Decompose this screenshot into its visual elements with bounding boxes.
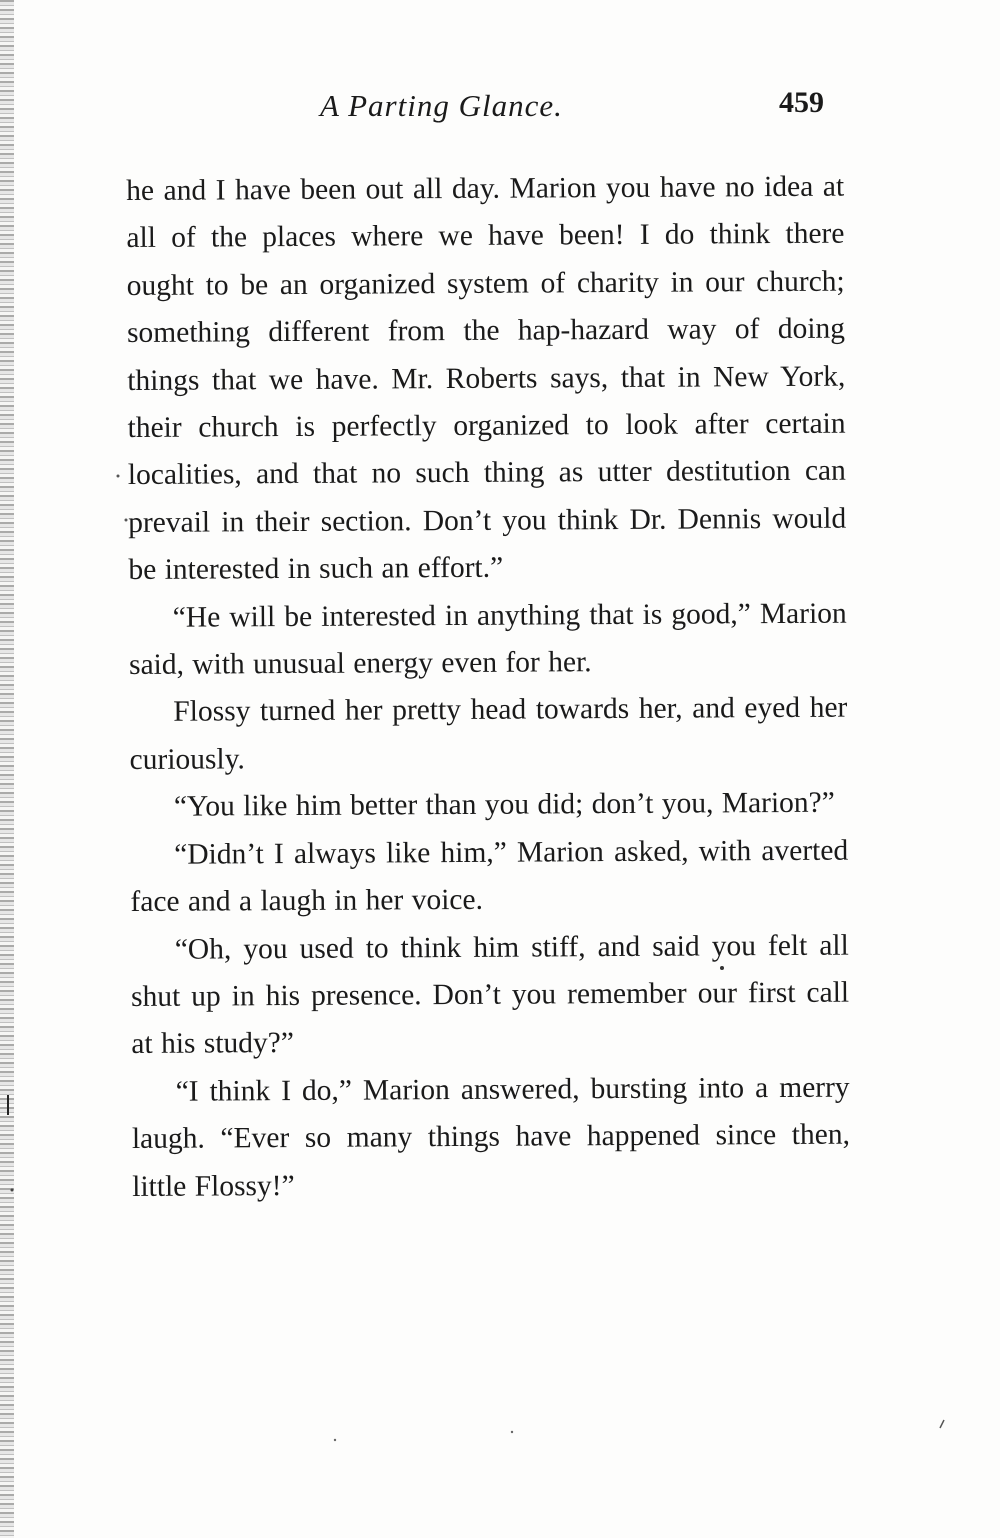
speck [940,1420,944,1428]
speck [125,519,128,522]
speck [334,1439,336,1441]
paragraph: “I think I do,” Marion answered, bursting into a merry laugh. “Ever so many things have happened since then, little Flossy!” [131,1071,851,1203]
page-number: 459 [779,86,824,119]
speck [117,475,120,478]
paragraph: “Didn’t I always like him,” Marion asked, with averted face and a laugh in her voice. [130,834,849,919]
paragraph: “Oh, you used to think him stiff, and said you felt all shut up in his presence. Don’t you remember our first call at his study?” [130,929,850,1061]
body-text [126,164,850,1211]
paragraph-continuation: he and I have been out all day. Marion you have no idea at all of the places where we have been! I do think there ought to be an organized system of charity in our church; something different from the hap-hazard way of doing things that we have. Mr. Roberts says, that in New York, their church is perfectly organized to look after certain localities, and that no such thing as utter destitution can prevail in their section. Don’t you think Dr. Dennis would be interested in such an effort.” [126,170,847,587]
running-head [130,88,850,128]
paragraph: Flossy turned her pretty head towards her, and eyed her curiously. [129,692,848,776]
running-title: A Parting Glance. [320,88,563,123]
scan-edge-artifact [0,0,14,1538]
paragraph: “He will be interested in anything that is good,” Marion said, with unusual energy even for her. [128,597,847,682]
paragraph: “You like him better than you did; don’t you, Marion?” [173,786,835,824]
speck [511,1431,513,1433]
